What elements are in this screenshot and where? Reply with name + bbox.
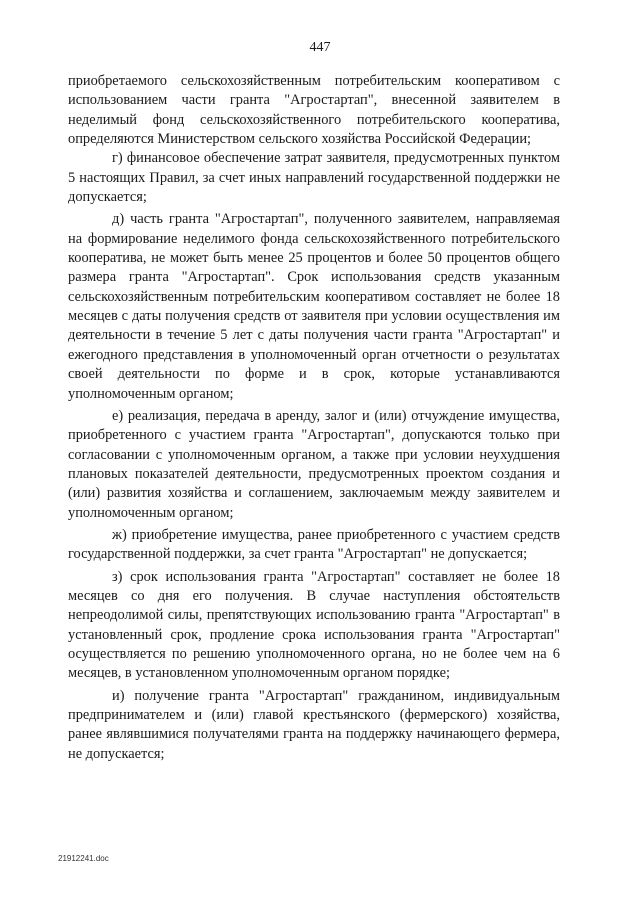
paragraph-item-z: з) срок использования гранта "Агростартап" составляет не более 18 месяцев со дня его получения. В случае наступления обстоятельств непреодолимой силы, препятствующих использованию гранта "Агростартап" в установленный срок, продление срока использования гранта "Агростартап" осуществляется по решению уполномоченного органа, но не более чем на 6 месяцев, в установленном уполномоченным органом порядке; xyxy=(68,568,560,682)
paragraph-item-d: д) часть гранта "Агростартап", полученного заявителем, направляемая на формирование неделимого фонда сельскохозяйственного потребительского кооператива, не может быть менее 25 процентов и более 50 процентов общего размера гранта "Агростартап". Срок использования средств указанным сельскохозяйственным потребительским кооперативом составляет не более 18 месяцев с даты получения средств от заявителя при условии осуществления им деятельности в течение 5 лет с даты получения части гранта "Агростартап" и ежегодного представления в уполномоченный орган отчетности о результатах своей деятельности по форме и в срок, которые устанавливаются уполномоченным органом; xyxy=(68,211,560,402)
paragraph-item-zh: ж) приобретение имущества, ранее приобретенного с участием средств государственной поддержки, за счет гранта "Агростартап" не допускается; xyxy=(68,526,560,563)
paragraph-item-g: г) финансовое обеспечение затрат заявителя, предусмотренных пунктом 5 настоящих Правил, за счет иных направлений государственной поддержки не допускается; xyxy=(68,150,560,206)
document-body xyxy=(68,72,560,764)
page-number: 447 xyxy=(309,40,331,55)
paragraph-continuation: приобретаемого сельскохозяйственным потребительским кооперативом с использованием части гранта "Агростартап", внесенной заявителем в неделимый фонд сельскохозяйственного потребительского кооператива, определяются Министерством сельского хозяйства Российской Федерации; xyxy=(68,73,560,148)
paragraph-item-e: е) реализация, передача в аренду, залог и (или) отчуждение имущества, приобретенного с участием гранта "Агростартап", допускаются только при согласовании с уполномоченным органом, а также при условии неухудшения плановых показателей деятельности, предусмотренных проектом создания и (или) развития хозяйства и соглашением, заключаемым между заявителем и уполномоченным органом; xyxy=(68,407,560,521)
footer-filename: 21912241.doc xyxy=(58,854,109,863)
paragraph-item-i: и) получение гранта "Агростартап" гражданином, индивидуальным предпринимателем и (или) главой крестьянского (фермерского) хозяйства, ранее являвшимися получателями гранта на поддержку начинающего фермера, не допускается; xyxy=(68,687,560,762)
